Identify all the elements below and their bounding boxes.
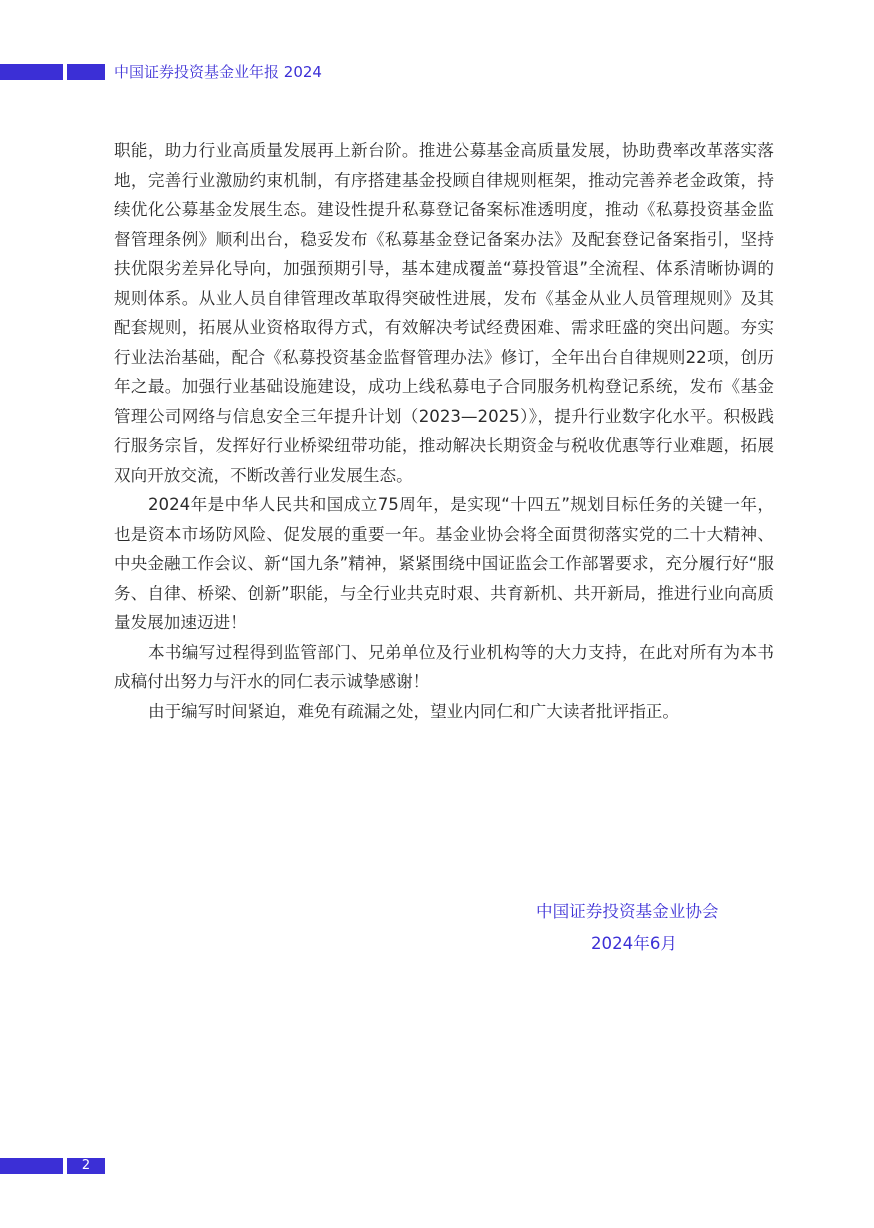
paragraph-1: 职能，助力行业高质量发展再上新台阶。推进公募基金高质量发展，协助费率改革落实落地，完善行业激励约束机制，有序搭建基金投顾自律规则框架，推动完善养老金政策，持续优化公募基金发展生态。建设性提升私募登记备案标准透明度，推动《私募投资基金监督管理条例》顺利出台，稳妥发布《私募基金登记备案办法》及配套登记备案指引，坚持扶优限劣差异化导向，加强预期引导，基本建成覆盖“募投管退”全流程、体系清晰协调的规则体系。从业人员自律管理改革取得突破性进展，发布《基金从业人员管理规则》及其配套规则，拓展从业资格取得方式，有效解决考试经费困难、需求旺盛的突出问题。夯实行业法治基础，配合《私募投资基金监督管理办法》修订，全年出台自律规则22项，创历年之最。加强行业基础设施建设，成功上线私募电子合同服务机构登记系统，发布《基金管理公司网络与信息安全三年提升计划（2023—2025）》，提升行业数字化水平。积极践行服务宗旨，发挥好行业桥梁纽带功能，推动解决长期资金与税收优惠等行业难题，拓展双向开放交流，不断改善行业发展生态。: [114, 141, 774, 485]
paragraph-2: 2024年是中华人民共和国成立75周年，是实现“十四五”规划目标任务的关键一年，也是资本市场防风险、促发展的重要一年。基金业协会将全面贯彻落实党的二十大精神、中央金融工作会议、新“国九条”精神，紧紧围绕中国证监会工作部署要求，充分履行好“服务、自律、桥梁、创新”职能，与全行业共克时艰、共育新机、共开新局，推进行业向高质量发展加速迈进！: [114, 495, 774, 632]
body-text: [114, 136, 774, 726]
signature-organization: 中国证券投资基金业协会: [536, 902, 719, 921]
header-accent-bar: [0, 64, 63, 80]
footer-accent-bar: [0, 1158, 63, 1174]
header-accent-block: [67, 64, 105, 80]
page-number: 2: [67, 1158, 105, 1174]
signature-date: 2024年6月: [591, 934, 677, 953]
paragraph-4: 由于编写时间紧迫，难免有疏漏之处，望业内同仁和广大读者批评指正。: [148, 701, 679, 721]
paragraph-3: 本书编写过程得到监管部门、兄弟单位及行业机构等的大力支持，在此对所有为本书成稿付出努力与汗水的同仁表示诚挚感谢！: [114, 642, 774, 691]
running-header-title: 中国证券投资基金业年报 2024: [114, 63, 322, 81]
